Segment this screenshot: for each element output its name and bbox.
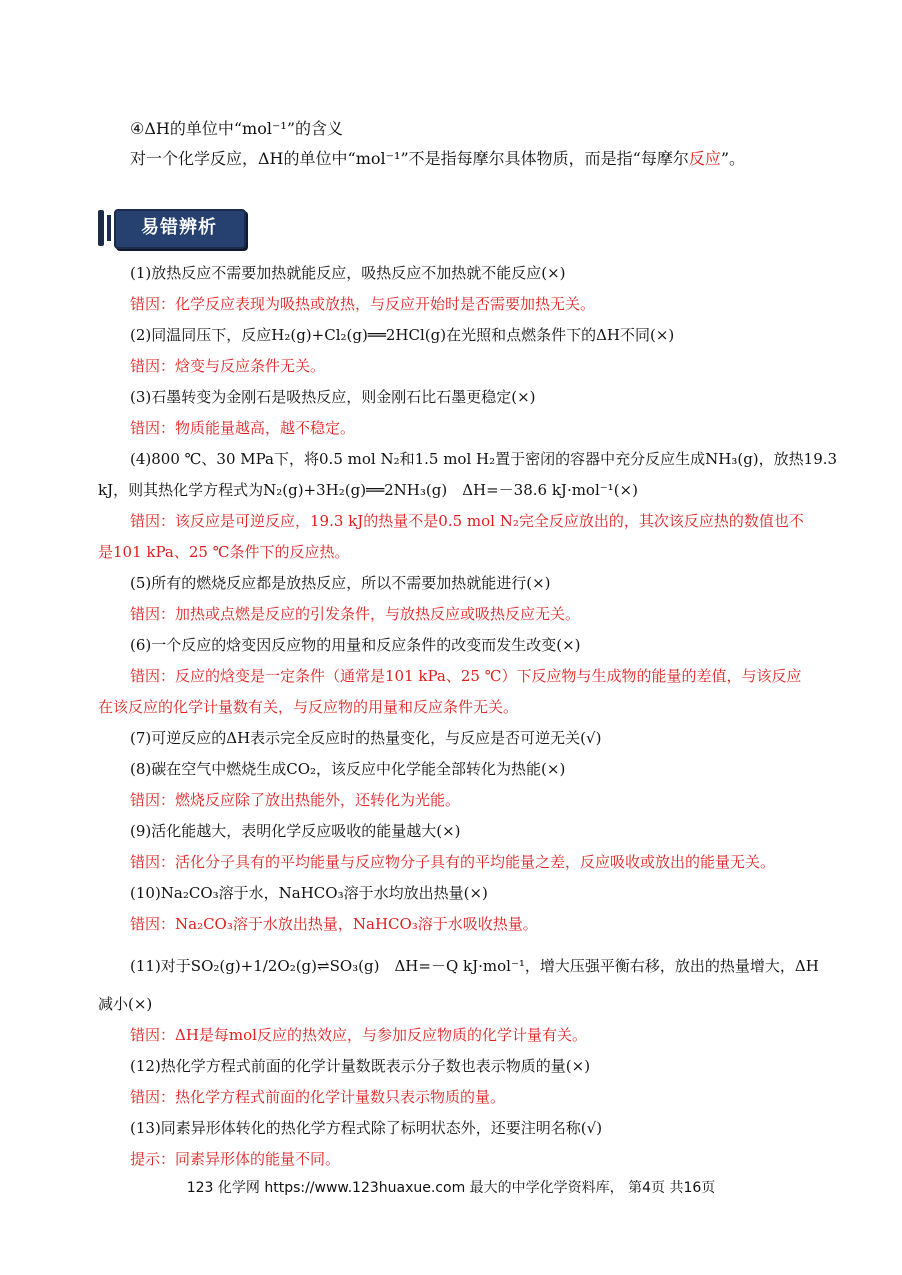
section-header	[98, 208, 248, 248]
page-footer: 123 化学网 https://www.123huaxue.com 最大的中学化学资料库， 第4页 共16页	[186, 1180, 716, 1196]
statement-4-line2: kJ，则其热化学方程式为N₂(g)+3H₂(g)══2NH₃(g) ΔH=－38.6 kJ·mol⁻¹(×)	[98, 481, 638, 499]
item4-body: 对一个化学反应，ΔH的单位中“mol⁻¹”不是指每摩尔具体物质，而是指“每摩尔反应”。	[130, 149, 746, 168]
reason-1: 错因：化学反应表现为吸热或放热，与反应开始时是否需要加热无关。	[130, 295, 596, 313]
statement-11-line2: 减小(×)	[98, 995, 153, 1013]
header-bar-decoration	[107, 215, 111, 241]
reason-5: 错因：加热或点燃是反应的引发条件，与放热反应或吸热反应无关。	[130, 605, 581, 623]
reason-2: 错因：焓变与反应条件无关。	[130, 357, 326, 375]
statement-8: (8)碳在空气中燃烧生成CO₂，该反应中化学能全部转化为热能(×)	[130, 760, 566, 778]
reason-12: 错因：热化学方程式前面的化学计量数只表示物质的量。	[130, 1088, 506, 1106]
statement-9: (9)活化能越大，表明化学反应吸收的能量越大(×)	[130, 822, 461, 840]
statement-13: (13)同素异形体转化的热化学方程式除了标明状态外，还要注明名称(√)	[130, 1119, 603, 1137]
statement-3: (3)石墨转变为金刚石是吸热反应，则金刚石比石墨更稳定(×)	[130, 388, 536, 406]
reason-4-line1: 错因：该反应是可逆反应，19.3 kJ的热量不是0.5 mol N₂完全反应放出的，其次该反应热的数值也不	[130, 512, 804, 530]
statement-4-line1: (4)800 ℃、30 MPa下，将0.5 mol N₂和1.5 mol H₂置于密闭的容器中充分反应生成NH₃(g)，放热19.3	[130, 450, 838, 468]
section-title: 易错辨析	[141, 217, 217, 238]
statement-11-line1: (11)对于SO₂(g)+1/2O₂(g)⇌SO₃(g) ΔH=－Q kJ·mol⁻¹，增大压强平衡右移，放出的热量增大，ΔH	[130, 957, 819, 975]
statement-6: (6)一个反应的焓变因反应物的用量和反应条件的改变而发生改变(×)	[130, 636, 581, 654]
item4-title: ④ΔH的单位中“mol⁻¹”的含义	[130, 119, 343, 138]
reason-11: 错因：ΔH是每mol反应的热效应，与参加反应物质的化学计量有关。	[130, 1026, 587, 1044]
hint-13: 提示：同素异形体的能量不同。	[130, 1150, 341, 1168]
reason-3: 错因：物质能量越高，越不稳定。	[130, 419, 356, 437]
reason-9: 错因：活化分子具有的平均能量与反应物分子具有的平均能量之差，反应吸收或放出的能量无关。	[130, 853, 776, 871]
header-bar-decoration	[98, 210, 104, 246]
statement-5: (5)所有的燃烧反应都是放热反应，所以不需要加热就能进行(×)	[130, 574, 551, 592]
statement-7: (7)可逆反应的ΔH表示完全反应时的热量变化，与反应是否可逆无关(√)	[130, 729, 602, 747]
statement-1: (1)放热反应不需要加热就能反应，吸热反应不加热就不能反应(×)	[130, 264, 566, 282]
reason-6-line1: 错因：反应的焓变是一定条件（通常是101 kPa、25 ℃）下反应物与生成物的能量的差值，与该反应	[130, 667, 802, 685]
statement-12: (12)热化学方程式前面的化学计量数既表示分子数也表示物质的量(×)	[130, 1057, 591, 1075]
statement-10: (10)Na₂CO₃溶于水，NaHCO₃溶于水均放出热量(×)	[130, 884, 488, 902]
reason-4-line2: 是101 kPa、25 ℃条件下的反应热。	[98, 543, 350, 561]
reason-10: 错因：Na₂CO₃溶于水放出热量，NaHCO₃溶于水吸收热量。	[130, 915, 538, 933]
statement-2: (2)同温同压下，反应H₂(g)+Cl₂(g)══2HCl(g)在光照和点燃条件下的ΔH不同(×)	[130, 326, 675, 344]
reason-6-line2: 在该反应的化学计量数有关，与反应物的用量和反应条件无关。	[98, 698, 519, 716]
reason-8: 错因：燃烧反应除了放出热能外，还转化为光能。	[130, 791, 461, 809]
